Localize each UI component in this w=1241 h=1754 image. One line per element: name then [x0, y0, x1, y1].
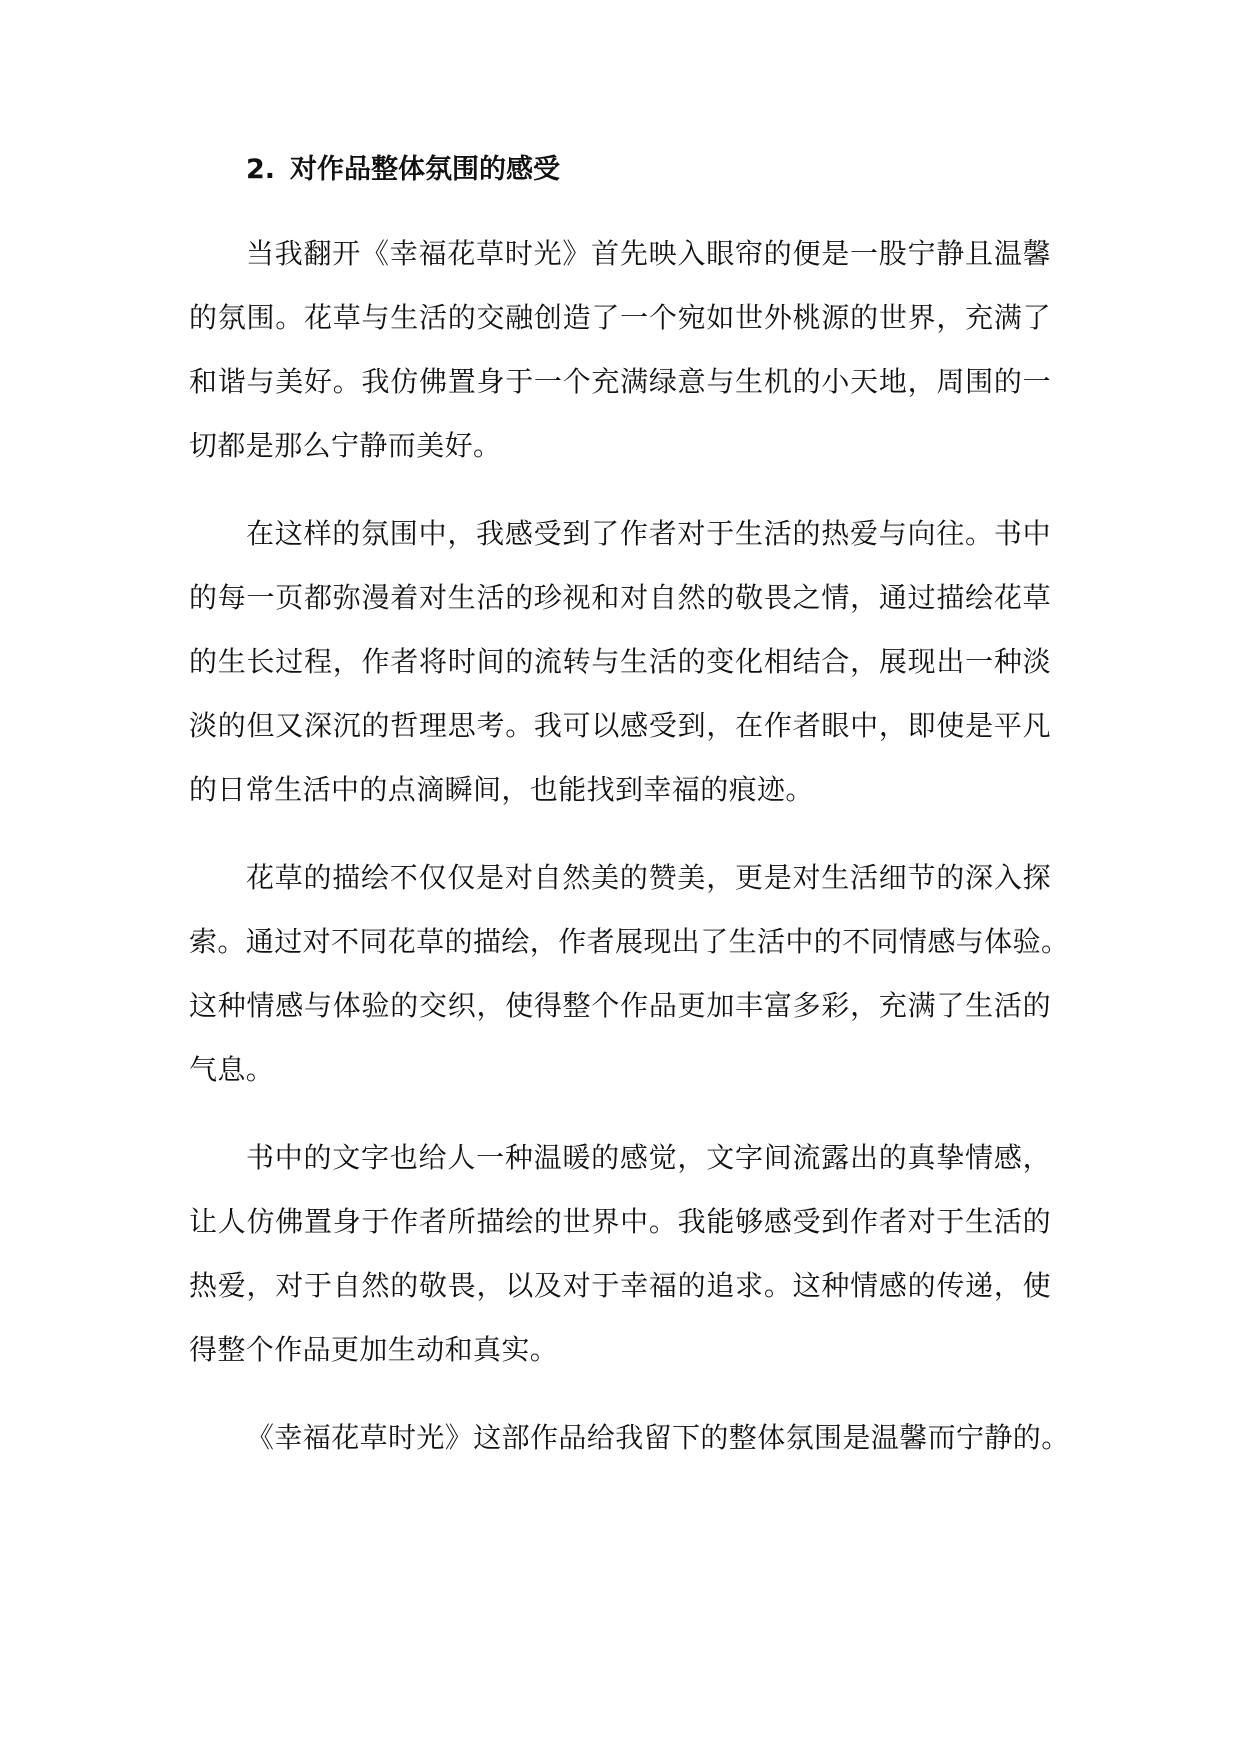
paragraph-line: 的氛围。花草与生活的交融创造了一个宛如世外桃源的世界，充满了 [189, 301, 1051, 334]
paragraph-line: 热爱，对于自然的敬畏，以及对于幸福的追求。这种情感的传递，使 [189, 1269, 1051, 1302]
paragraph-line: 当我翻开《幸福花草时光》首先映入眼帘的便是一股宁静且温馨 [246, 237, 1051, 270]
paragraph-line: 书中的文字也给人一种温暖的感觉，文字间流露出的真挚情感， [246, 1141, 1051, 1174]
paragraph [189, 846, 1070, 1102]
paragraph [189, 502, 1051, 822]
paragraph-line: 这种情感与体验的交织，使得整个作品更加丰富多彩，充满了生活的 [189, 989, 1051, 1022]
paragraph [189, 1126, 1051, 1382]
paragraph-line: 《幸福花草时光》这部作品给我留下的整体氛围是温馨而宁静的。 [246, 1421, 1070, 1454]
paragraph-line: 气息。 [189, 1053, 275, 1086]
section-number: 2. [246, 154, 276, 185]
body-text [189, 222, 1070, 1470]
paragraph-line: 花草的描绘不仅仅是对自然美的赞美，更是对生活细节的深入探 [246, 861, 1051, 894]
paragraph-line: 淡的但又深沉的哲理思考。我可以感受到，在作者眼中，即使是平凡 [189, 709, 1051, 742]
paragraph-line: 索。通过对不同花草的描绘，作者展现出了生活中的不同情感与体验。 [189, 925, 1070, 958]
paragraph [189, 1406, 1070, 1470]
paragraph-line: 得整个作品更加生动和真实。 [189, 1333, 559, 1366]
paragraph [189, 222, 1051, 478]
paragraph-line: 的日常生活中的点滴瞬间，也能找到幸福的痕迹。 [189, 773, 814, 806]
paragraph-line: 切都是那么宁静而美好。 [189, 429, 502, 462]
paragraph-line: 在这样的氛围中，我感受到了作者对于生活的热爱与向往。书中 [246, 517, 1051, 550]
section-heading [246, 150, 560, 190]
paragraph-line: 和谐与美好。我仿佛置身于一个充满绿意与生机的小天地，周围的一 [189, 365, 1051, 398]
paragraph-line: 的每一页都弥漫着对生活的珍视和对自然的敬畏之情，通过描绘花草 [189, 581, 1051, 614]
paragraph-line: 的生长过程，作者将时间的流转与生活的变化相结合，展现出一种淡 [189, 645, 1051, 678]
section-title: 对作品整体氛围的感受 [290, 154, 560, 185]
paragraph-line: 让人仿佛置身于作者所描绘的世界中。我能够感受到作者对于生活的 [189, 1205, 1051, 1238]
